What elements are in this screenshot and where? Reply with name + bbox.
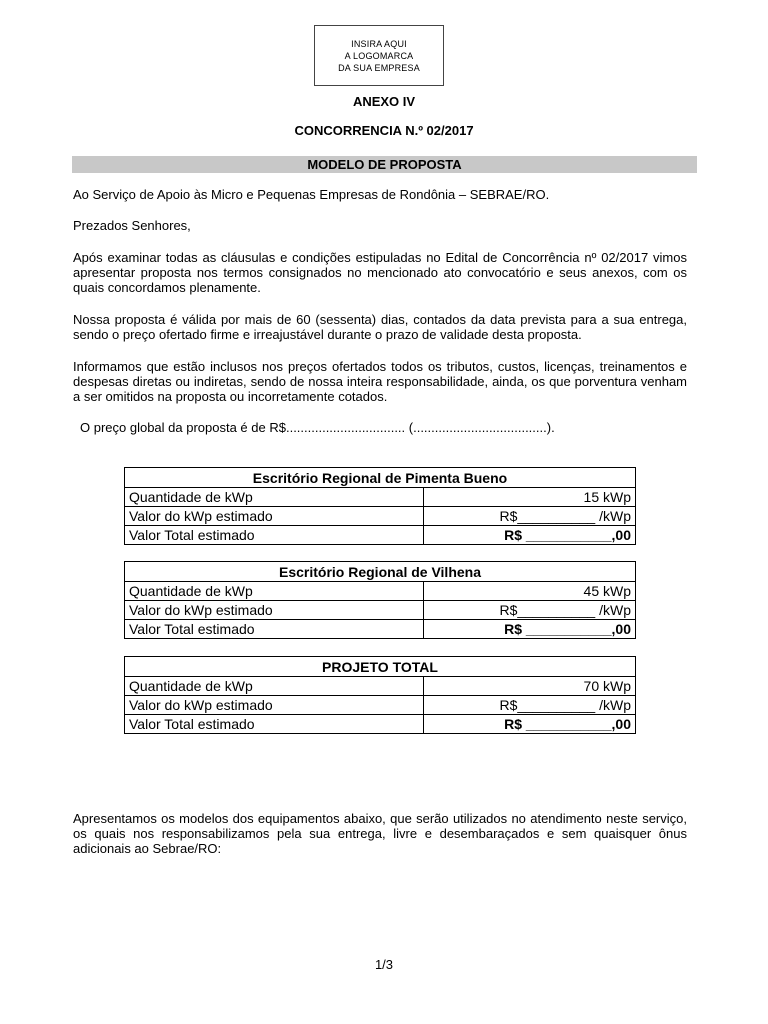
logo-placeholder xyxy=(314,25,444,86)
table-row xyxy=(125,696,636,715)
row-label: Quantidade de kWp xyxy=(125,677,424,696)
table-title: PROJETO TOTAL xyxy=(125,657,636,677)
table-row xyxy=(125,677,636,696)
row-label: Valor do kWp estimado xyxy=(125,601,424,620)
table-row xyxy=(125,715,636,734)
table-row xyxy=(125,620,636,639)
row-value: 45 kWp xyxy=(424,582,636,601)
budget-table-pimenta-bueno xyxy=(124,467,636,545)
row-value: R$__________ /kWp xyxy=(424,507,636,526)
table-title: Escritório Regional de Vilhena xyxy=(125,562,636,582)
table-row xyxy=(125,507,636,526)
page-number: 1/3 xyxy=(374,957,394,972)
table-row xyxy=(125,582,636,601)
logo-line-2: A LOGOMARCA xyxy=(344,50,414,61)
paragraph-examination: Após examinar todas as cláusulas e condições estipuladas no Edital de Concorrência nº 02/2017 vimos apresentar proposta nos termos consignados no mencionado ato convocatório e seus anexos, com os quais concordamos plenamente. xyxy=(73,250,687,295)
row-label: Quantidade de kWp xyxy=(125,582,424,601)
table-row xyxy=(125,526,636,545)
row-label: Valor do kWp estimado xyxy=(125,696,424,715)
row-label: Valor Total estimado xyxy=(125,715,424,734)
row-value: R$ ___________,00 xyxy=(424,715,636,734)
logo-line-3: DA SUA EMPRESA xyxy=(338,62,420,73)
paragraph-costs: Informamos que estão inclusos nos preços ofertados todos os tributos, custos, licenças, treinamentos e despesas diretas ou indiretas, sendo de nossa inteira responsabilidade, ainda, os que porventura venham a ser omitidos na proposta ou incorretamente cotados. xyxy=(73,359,687,404)
budget-table-vilhena xyxy=(124,561,636,639)
salutation: Prezados Senhores, xyxy=(73,218,191,233)
logo-line-1: INSIRA AQUI xyxy=(351,38,407,49)
annex-title: ANEXO IV xyxy=(352,94,416,109)
row-value: R$__________ /kWp xyxy=(424,696,636,715)
paragraph-validity: Nossa proposta é válida por mais de 60 (sessenta) dias, contados da data prevista para a sua entrega, sendo o preço ofertado firme e irreajustável durante o prazo de validade desta proposta. xyxy=(73,312,687,342)
row-label: Valor Total estimado xyxy=(125,620,424,639)
tender-number: CONCORRENCIA N.º 02/2017 xyxy=(294,123,474,138)
row-value: 70 kWp xyxy=(424,677,636,696)
row-label: Valor Total estimado xyxy=(125,526,424,545)
row-label: Valor do kWp estimado xyxy=(125,507,424,526)
row-value: R$ ___________,00 xyxy=(424,526,636,545)
row-label: Quantidade de kWp xyxy=(125,488,424,507)
table-title: Escritório Regional de Pimenta Bueno xyxy=(125,468,636,488)
row-value: R$ ___________,00 xyxy=(424,620,636,639)
table-row xyxy=(125,601,636,620)
global-price-line: O preço global da proposta é de R$................................. (.....................................). xyxy=(80,420,555,435)
section-heading: MODELO DE PROPOSTA xyxy=(72,156,697,173)
row-value: 15 kWp xyxy=(424,488,636,507)
paragraph-equipment: Apresentamos os modelos dos equipamentos abaixo, que serão utilizados no atendimento neste serviço, os quais nos responsabilizamos pela sua entrega, livre e desembaraçados e sem quaisquer ônus adicionais ao Sebrae/RO: xyxy=(73,811,687,856)
table-row xyxy=(125,488,636,507)
row-value: R$__________ /kWp xyxy=(424,601,636,620)
addressee: Ao Serviço de Apoio às Micro e Pequenas Empresas de Rondônia – SEBRAE/RO. xyxy=(73,187,550,202)
budget-table-total xyxy=(124,656,636,734)
